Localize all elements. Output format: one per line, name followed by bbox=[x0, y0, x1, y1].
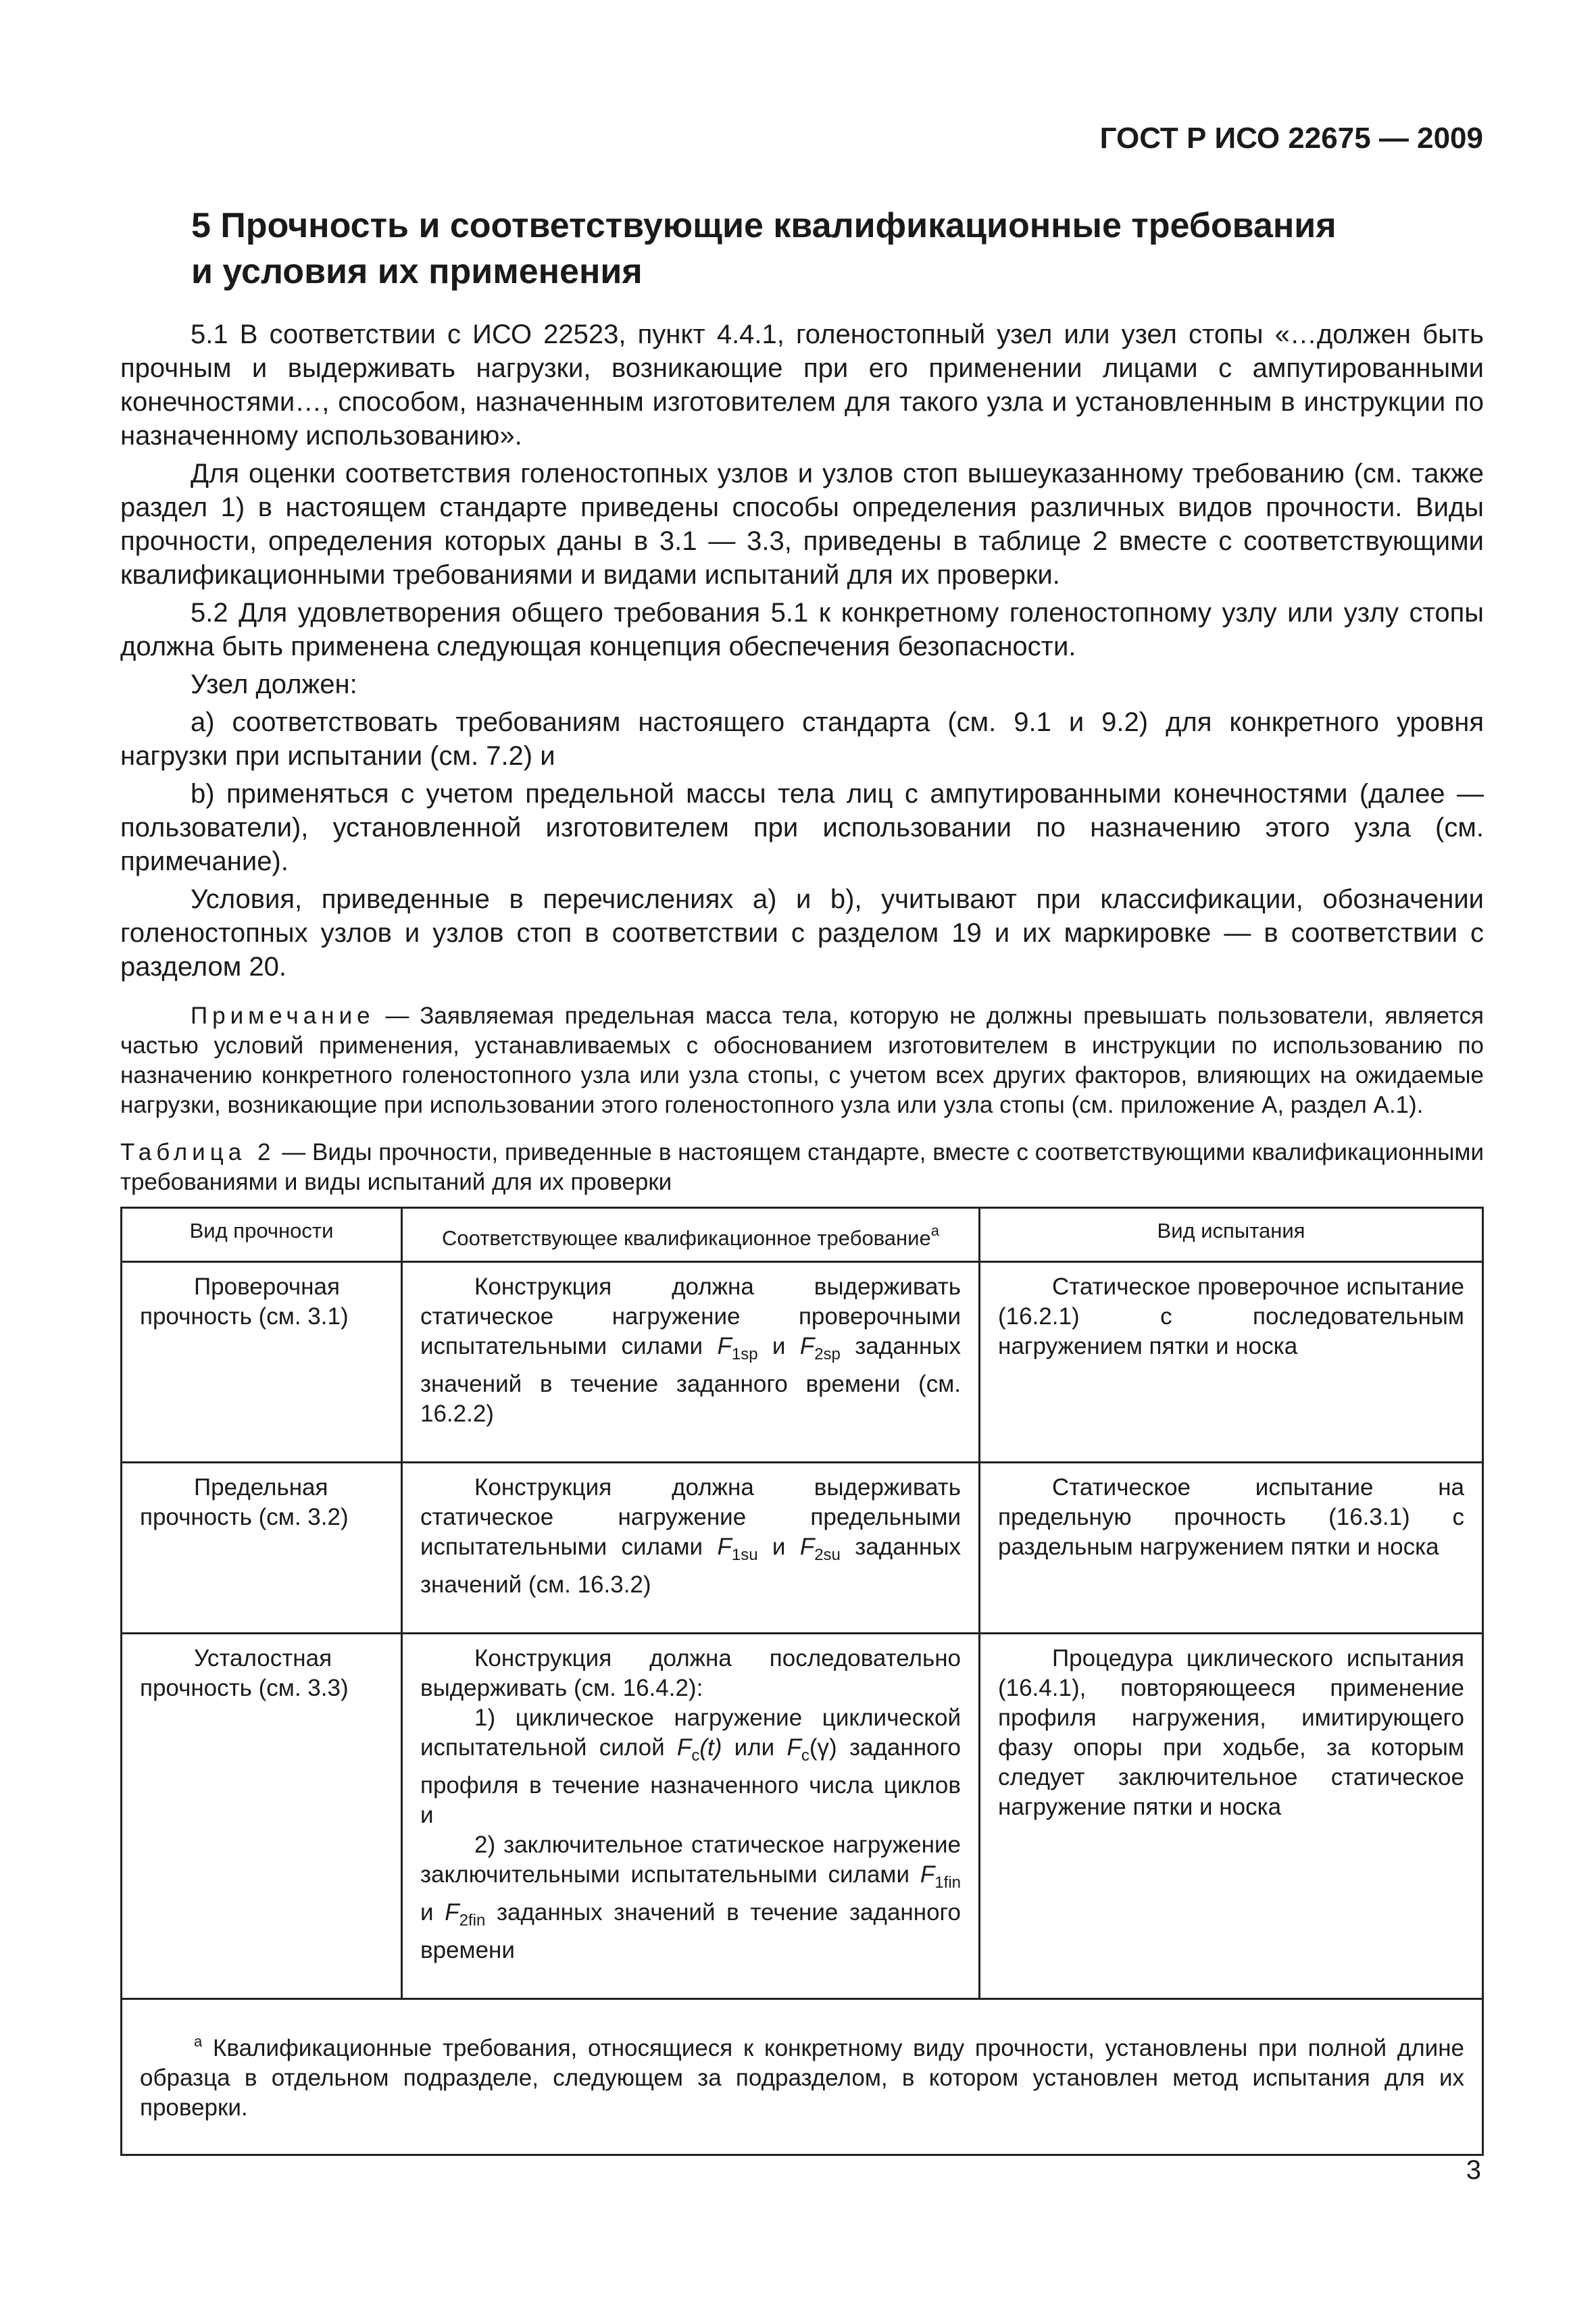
body-text bbox=[120, 318, 1484, 2156]
document-code: ГОСТ Р ИСО 22675 — 2009 bbox=[1099, 122, 1483, 155]
paragraph: 5.1 В соответствии с ИСО 22523, пункт 4.4.1, голеностопный узел или узел стопы «…должен быть прочным и выдерживать нагрузки, возникающие при его применении лицами с ампутированными конечностями…, способом, назначенным изготовителем для такого узла и установленным в инструкции по назначенному использованию». bbox=[120, 320, 1484, 451]
footnote-text: Квалификационные требования, относящиеся к конкретному виду прочности, установлены при полной длине образца в отдельном подразделе, следующем за подразделом, в котором установлен метод испытания для их проверки. bbox=[140, 2035, 1464, 2121]
table-caption-label: Таблица 2 bbox=[120, 1139, 276, 1165]
note bbox=[120, 1001, 1484, 1120]
table-row bbox=[122, 1634, 1483, 1999]
cell-requirement: Конструкция должна выдерживать статическое нагружение проверочными испытательными силами $F_{1sp}$ и $F_{2sp}$ заданных значений в течение заданного времени (см. 16.2.2) bbox=[402, 1262, 980, 1463]
table-footnote-row bbox=[122, 1999, 1483, 2155]
strength-table bbox=[120, 1207, 1484, 2156]
table-caption-text: — Виды прочности, приведенные в настоящем стандарте, вместе с соответствующими квалификационными требованиями и виды испытаний для их проверки bbox=[120, 1139, 1485, 1195]
cell-test: Процедура циклического испытания (16.4.1), повторяющееся применение профиля нагружения, имитирующего фазу опоры при ходьбе, за которым следует заключительное статическое нагружение пятки и носка bbox=[980, 1634, 1483, 1999]
header-strength-type: Вид прочности bbox=[122, 1208, 402, 1262]
header-test-type: Вид испытания bbox=[980, 1208, 1483, 1262]
table-row bbox=[122, 1262, 1483, 1463]
cell-requirement: Конструкция должна выдерживать статическое нагружение предельными испытательными силами $F_{1su}$ и $F_{2su}$ заданных значений (см. 16.3.2) bbox=[402, 1463, 980, 1634]
section-title-line1: 5 Прочность и соответствующие квалификационные требования bbox=[191, 206, 1337, 245]
cell-kind: Усталостная прочность (см. 3.3) bbox=[122, 1634, 402, 1999]
footnote-mark: a bbox=[194, 2033, 203, 2050]
paragraph: Для оценки соответствия голеностопных узлов и узлов стоп вышеуказанному требованию (см. также раздел 1) в настоящем стандарте приведены способы определения различных видов прочности. Виды прочности, определения которых даны в 3.1 — 3.3, приведены в таблице 2 вместе с соответствующими квалификационными требованиями и видами испытаний для их проверки. bbox=[120, 459, 1484, 590]
footnote-ref: a bbox=[930, 1222, 939, 1239]
paragraph: Узел должен: bbox=[191, 670, 357, 699]
paragraph: b) применяться с учетом предельной массы тела лиц с ампутированными конечностями (далее — пользователи), установленной изготовителем при использовании по назначению этого узла (см. примечание). bbox=[120, 779, 1484, 876]
cell-kind: Предельная прочность (см. 3.2) bbox=[122, 1463, 402, 1634]
section-title bbox=[191, 203, 1475, 295]
paragraph: Условия, приведенные в перечислениях a) и b), учитывают при классификации, обозначении голеностопных узлов и узлов стоп в соответствии с разделом 19 и их маркировке — в соответствии с разделом 20. bbox=[120, 884, 1485, 982]
header-requirement: Соответствующее квалификационное требование$^a$ bbox=[402, 1208, 980, 1262]
table-row bbox=[122, 1463, 1483, 1634]
table-header-row bbox=[122, 1208, 1483, 1262]
page-number: 3 bbox=[1466, 2155, 1481, 2185]
paragraph: 5.2 Для удовлетворения общего требования 5.1 к конкретному голеностопному узлу или узлу стопы должна быть применена следующая концепция обеспечения безопасности. bbox=[120, 598, 1484, 661]
cell-test: Статическое проверочное испытание (16.2.1) с последовательным нагружением пятки и носка bbox=[980, 1262, 1483, 1463]
cell-kind: Проверочная прочность (см. 3.1) bbox=[122, 1262, 402, 1463]
cell-requirement: Конструкция должна последовательно выдерживать (см. 16.4.2): 1) циклическое нагружение циклической испытательной силой $F_c(t)$ или $F_c(\gamma)$ заданного профиля в течение назначенного числа циклов и 2) заключительное статическое нагружение заключительными испытательными силами $F_{1fin}$ и $F_{2fin}$ заданных значений в течение заданного времени bbox=[402, 1634, 980, 1999]
section-title-line2: и условия их применения bbox=[191, 252, 643, 291]
note-text: — Заявляемая предельная масса тела, которую не должны превышать пользователи, является частью условий применения, устанавливаемых с обоснованием изготовителем в инструкции по использованию по назначению конкретного голеностопного узла или узла стопы, с учетом всех других факторов, влияющих на ожидаемые нагрузки, возникающие при использовании этого голеностопного узла или узла стопы (см. приложение А, раздел А.1). bbox=[120, 1003, 1484, 1118]
paragraph: a) соответствовать требованиям настоящего стандарта (см. 9.1 и 9.2) для конкретного уровня нагрузки при испытании (см. 7.2) и bbox=[120, 707, 1484, 771]
table-caption bbox=[120, 1138, 1484, 1197]
table-footnote bbox=[122, 1999, 1483, 2155]
note-label: Примечание bbox=[191, 1003, 375, 1029]
cell-test: Статическое испытание на предельную прочность (16.3.1) с раздельным нагружением пятки и носка bbox=[980, 1463, 1483, 1634]
